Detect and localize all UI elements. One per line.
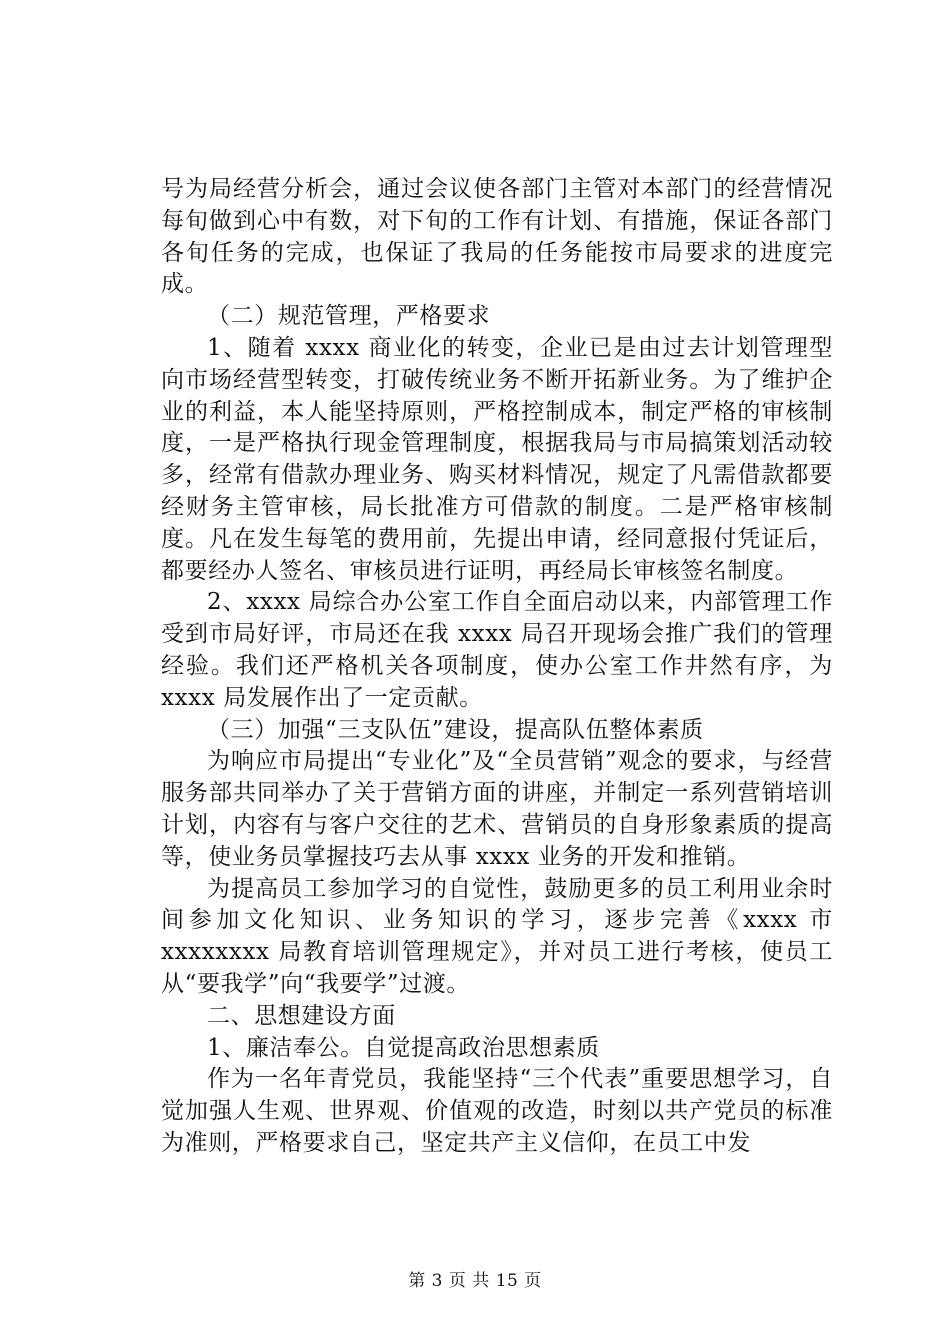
section-heading-team-building: （三）加强“三支队伍”建设，提高队伍整体素质 (207, 716, 704, 743)
paragraph-office-management: 2、xxxx 局综合办公室工作自全面启动以来，内部管理工作受到市局好评，市局还在我 xxxx 局召开现场会推广我们的管理经验。我们还严格机关各项制度，使办公室工作井然有序，为 xxxx 局发展作出了一定贡献。 (161, 589, 833, 711)
paragraph-continuation: 号为局经营分析会，通过会议使各部门主管对本部门的经营情况每旬做到心中有数，对下旬的工作有计划、有措施，保证各部门各旬任务的完成，也保证了我局的任务能按市局要求的进度完成。 (161, 176, 833, 298)
paragraph-party-member: 作为一名年青党员，我能坚持“三个代表”重要思想学习，自觉加强人生观、世界观、价值观的改造，时刻以共产党员的标准为准则，严格要求自己，坚定共产主义信仰，在员工中发 (161, 1066, 833, 1156)
paragraph-cost-control: 1、随着 xxxx 商业化的转变，企业已是由过去计划管理型向市场经营型转变，打破传统业务不断开拓新业务。为了维护企业的利益，本人能坚持原则，严格控制成本，制定严格的审核制度，一是严格执行现金管理制度，根据我局与市局搞策划活动较多，经常有借款办理业务、购买材料情况，规定了凡需借款都要经财务主管审核，局长批准方可借款的制度。二是严格审核制度。凡在发生每笔的费用前，先提出申请，经同意报付凭证后，都要经办人签名、审核员进行证明，再经局长审核签名制度。 (161, 334, 833, 584)
page-number-footer: 第 3 页 共 15 页 (408, 1271, 542, 1291)
document-body (161, 174, 833, 1160)
section-heading-ideology: 二、思想建设方面 (207, 1002, 396, 1029)
section-heading-standard-management: （二）规范管理，严格要求 (207, 303, 491, 330)
paragraph-employee-learning: 为提高员工参加学习的自觉性，鼓励更多的员工利用业余时间参加文化知识、业务知识的学习，逐步完善《xxxx 市 xxxxxxxx 局教育培训管理规定》，并对员工进行考核，使员工从“要我学”向“我要学”过渡。 (161, 875, 833, 997)
subheading-integrity: 1、廉洁奉公。自觉提高政治思想素质 (207, 1034, 600, 1061)
paragraph-marketing-training: 为响应市局提出“专业化”及“全员营销”观念的要求，与经营服务部共同举办了关于营销方面的讲座，并制定一系列营销培训计划，内容有与客户交往的艺术、营销员的自身形象素质的提高等，使业务员掌握技巧去从事 xxxx 业务的开发和推销。 (161, 748, 833, 870)
